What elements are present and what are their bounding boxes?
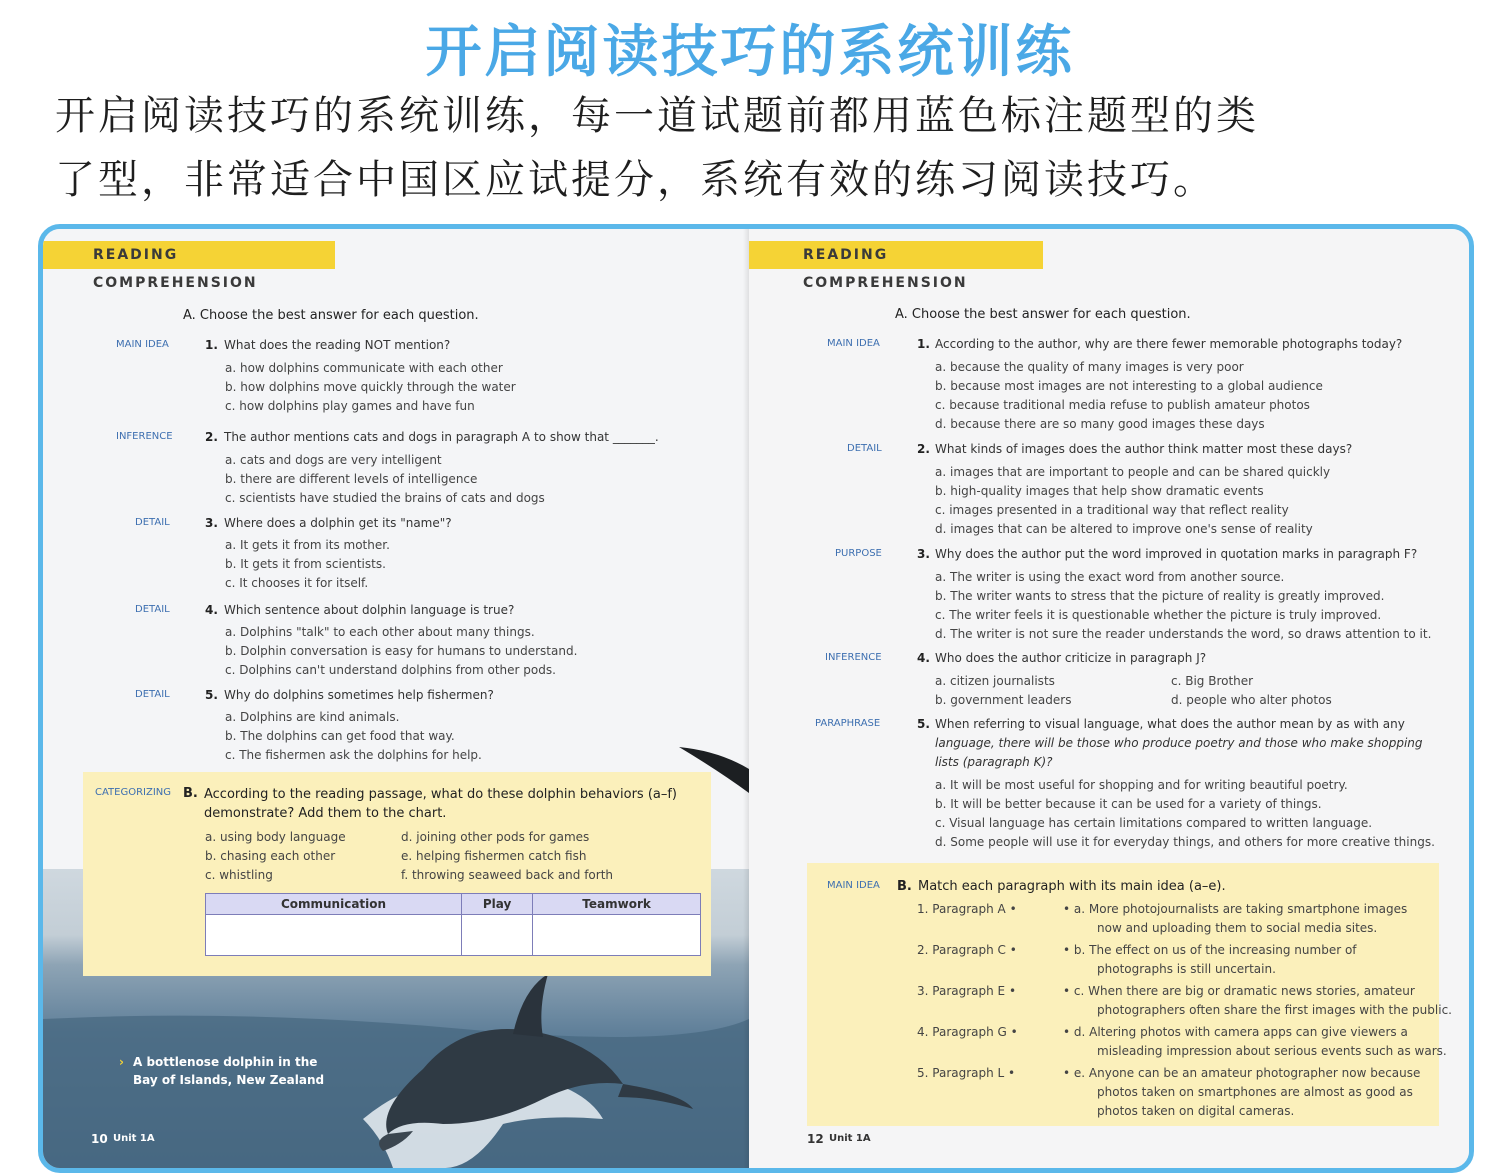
chart-header-communication: Communication (206, 894, 462, 915)
question-number: 4. (205, 603, 218, 617)
answer-option: d. images that can be altered to improve one's sense of reality (935, 522, 1313, 536)
question-type-tag: INFERENCE (825, 652, 882, 663)
question-type-tag: PARAPHRASE (815, 718, 881, 729)
question-number: 3. (917, 547, 930, 561)
chart-header-teamwork: Teamwork (533, 894, 701, 915)
question-type-tag: DETAIL (135, 604, 170, 615)
main-idea-item: photographs is still uncertain. (1097, 962, 1276, 976)
main-idea-item: photos taken on digital cameras. (1097, 1104, 1295, 1118)
question-number: 1. (205, 338, 218, 352)
behavior-option: a. using body language (205, 830, 346, 844)
answer-option: c. The fishermen ask the dolphins for help. (225, 748, 482, 762)
question-type-tag: DETAIL (847, 443, 882, 454)
question-text: According to the author, why are there fewer memorable photographs today? (935, 337, 1403, 351)
left-page-banner: READING COMPREHENSION (43, 241, 335, 269)
paragraph-item: 5. Paragraph L • (917, 1066, 1016, 1080)
main-idea-item: • a. More photojournalists are taking smartphone images (1063, 902, 1408, 916)
right-page-banner: READING COMPREHENSION (749, 241, 1043, 269)
question-text: When referring to visual language, what does the author mean by as with any (935, 717, 1405, 731)
behavior-option: d. joining other pods for games (401, 830, 590, 844)
promo-description-line1: 开启阅读技巧的系统训练，每一道试题前都用蓝色标注题型的类 (55, 93, 1259, 139)
behavior-option: b. chasing each other (205, 849, 336, 863)
behavior-option: c. whistling (205, 868, 273, 882)
answer-option: c. Dolphins can't understand dolphins from other pods. (225, 663, 556, 677)
answer-option: c. images presented in a traditional way that reflect reality (935, 503, 1289, 517)
chart-cell[interactable] (533, 915, 701, 956)
question-number: 5. (205, 688, 218, 702)
answer-option: a. how dolphins communicate with each other (225, 361, 503, 375)
behavior-chart (205, 893, 701, 956)
answer-option: a. Dolphins are kind animals. (225, 710, 400, 724)
main-idea-item: misleading impression about serious events such as wars. (1097, 1044, 1447, 1058)
question-number: 4. (917, 651, 930, 665)
question-text: Which sentence about dolphin language is true? (224, 603, 515, 617)
question-type-tag: MAIN IDEA (827, 338, 880, 349)
answer-option: c. because traditional media refuse to publish amateur photos (935, 398, 1310, 412)
question-type-tag: DETAIL (135, 517, 170, 528)
page-number: 12 (807, 1132, 824, 1146)
answer-option: b. The writer wants to stress that the picture of reality is greatly improved. (935, 589, 1385, 603)
answer-option: b. The dolphins can get food that way. (225, 729, 455, 743)
section-b-instruction: Match each paragraph with its main idea (a–e). (918, 879, 1226, 894)
answer-option: b. there are different levels of intelligence (225, 472, 478, 486)
paragraph-item: 2. Paragraph C • (917, 943, 1017, 957)
question-type-tag: DETAIL (135, 689, 170, 700)
bird-wing-decoration (679, 741, 749, 801)
answer-option: b. government leaders (935, 693, 1072, 707)
unit-label: Unit 1A (829, 1133, 871, 1144)
photo-caption: A bottlenose dolphin in the (133, 1055, 318, 1069)
right-page (749, 229, 1469, 1168)
question-text: What kinds of images does the author think matter most these days? (935, 442, 1353, 456)
chart-header-play: Play (462, 894, 533, 915)
section-b-instruction: demonstrate? Add them to the chart. (204, 806, 447, 821)
answer-option: c. The writer feels it is questionable whether the picture is truly improved. (935, 608, 1382, 622)
question-type-tag: CATEGORIZING (95, 787, 172, 798)
photo-caption-arrow-icon: › (119, 1055, 124, 1069)
answer-option: d. The writer is not sure the reader understands the word, so draws attention to it. (935, 627, 1432, 641)
question-text: What does the reading NOT mention? (224, 338, 451, 352)
answer-option: c. scientists have studied the brains of cats and dogs (225, 491, 545, 505)
main-idea-item: photographers often share the first images with the public. (1097, 1003, 1452, 1017)
answer-option: b. how dolphins move quickly through the water (225, 380, 516, 394)
answer-option: a. It gets it from its mother. (225, 538, 390, 552)
unit-label: Unit 1A (113, 1133, 155, 1144)
answer-option: a. images that are important to people and can be shared quickly (935, 465, 1331, 479)
answer-option: d. Some people will use it for everyday things, and others for more creative things. (935, 835, 1435, 849)
answer-option: d. people who alter photos (1171, 693, 1332, 707)
question-type-tag: INFERENCE (116, 431, 173, 442)
answer-option: a. It will be most useful for shopping and for writing beautiful poetry. (935, 778, 1348, 792)
book-spread-frame (38, 224, 1474, 1173)
section-b-label: B. (183, 786, 198, 801)
left-page (43, 229, 749, 1168)
answer-option: a. citizen journalists (935, 674, 1055, 688)
question-number: 2. (205, 430, 218, 444)
main-idea-item: now and uploading them to social media sites. (1097, 921, 1378, 935)
main-idea-item: • b. The effect on us of the increasing number of (1063, 943, 1357, 957)
answer-option: b. because most images are not interesting to a global audience (935, 379, 1323, 393)
question-number: 2. (917, 442, 930, 456)
left-section-a-heading: A. Choose the best answer for each question. (183, 308, 479, 323)
section-b-label: B. (897, 879, 912, 894)
behavior-option: f. throwing seaweed back and forth (401, 868, 614, 882)
answer-option: a. Dolphins "talk" to each other about many things. (225, 625, 535, 639)
answer-option: b. Dolphin conversation is easy for humans to understand. (225, 644, 578, 658)
question-text: Why do dolphins sometimes help fishermen? (224, 688, 494, 702)
question-text: language, there will be those who produce poetry and those who make shopping (935, 736, 1423, 750)
chart-cell[interactable] (206, 915, 462, 956)
photo-caption: Bay of Islands, New Zealand (133, 1073, 325, 1087)
answer-option: c. Visual language has certain limitations compared to written language. (935, 816, 1373, 830)
answer-option: c. how dolphins play games and have fun (225, 399, 475, 413)
answer-option: b. It will be better because it can be used for a variety of things. (935, 797, 1322, 811)
answer-option: a. because the quality of many images is very poor (935, 360, 1244, 374)
question-text: Who does the author criticize in paragraph J? (935, 651, 1207, 665)
answer-option: c. It chooses it for itself. (225, 576, 369, 590)
paragraph-item: 4. Paragraph G • (917, 1025, 1018, 1039)
paragraph-item: 1. Paragraph A • (917, 902, 1017, 916)
main-idea-item: photos taken on smartphones are almost as good as (1097, 1085, 1413, 1099)
answer-option: a. The writer is using the exact word from another source. (935, 570, 1285, 584)
paragraph-item: 3. Paragraph E • (917, 984, 1017, 998)
main-idea-item: • c. When there are big or dramatic news stories, amateur (1063, 984, 1415, 998)
main-idea-item: • e. Anyone can be an amateur photographer now because (1063, 1066, 1421, 1080)
question-type-tag: PURPOSE (835, 548, 882, 559)
section-b-instruction: According to the reading passage, what do these dolphin behaviors (a–f) (204, 787, 678, 802)
chart-cell[interactable] (462, 915, 533, 956)
promo-description-line2: 了型，非常适合中国区应试提分，系统有效的练习阅读技巧。 (55, 157, 1216, 203)
page-number: 10 (91, 1132, 108, 1146)
answer-option: b. It gets it from scientists. (225, 557, 386, 571)
question-type-tag: MAIN IDEA (116, 339, 169, 350)
main-idea-item: • d. Altering photos with camera apps can give viewers a (1063, 1025, 1408, 1039)
question-text: Where does a dolphin get its "name"? (224, 516, 452, 530)
question-text: lists (paragraph K)? (935, 755, 1053, 769)
answer-option: b. high-quality images that help show dramatic events (935, 484, 1264, 498)
question-text: The author mentions cats and dogs in paragraph A to show that _______. (224, 430, 659, 444)
promo-headline: 开启阅读技巧的系统训练 (425, 20, 1075, 85)
question-text: Why does the author put the word improved in quotation marks in paragraph F? (935, 547, 1418, 561)
question-number: 1. (917, 337, 930, 351)
question-type-tag: MAIN IDEA (827, 880, 880, 891)
question-number: 3. (205, 516, 218, 530)
right-section-a-heading: A. Choose the best answer for each question. (895, 307, 1191, 322)
answer-option: a. cats and dogs are very intelligent (225, 453, 442, 467)
answer-option: d. because there are so many good images these days (935, 417, 1265, 431)
question-number: 5. (917, 717, 930, 731)
answer-option: c. Big Brother (1171, 674, 1254, 688)
behavior-option: e. helping fishermen catch fish (401, 849, 587, 863)
